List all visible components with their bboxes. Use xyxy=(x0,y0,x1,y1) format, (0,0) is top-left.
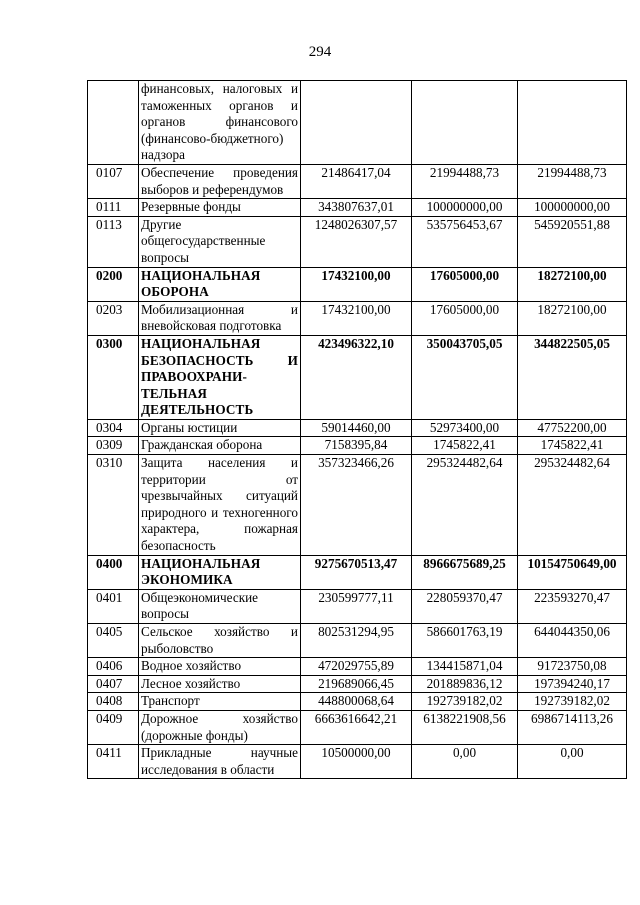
table-row xyxy=(88,164,627,198)
name-cell: Другие общегосударственные вопросы xyxy=(139,216,301,267)
name-cell: финансовых, налоговых и таможенных органов и органов финансового (финансово-бюджетного) надзора xyxy=(139,81,301,165)
value-cell-1: 802531294,95 xyxy=(301,624,412,658)
value-cell-1: 9275670513,47 xyxy=(301,555,412,589)
budget-table xyxy=(87,80,627,779)
name-cell: Обеспечение проведения выборов и референдумов xyxy=(139,164,301,198)
value-cell-3: 295324482,64 xyxy=(518,455,627,556)
value-cell-1: 1248026307,57 xyxy=(301,216,412,267)
name-cell: Защита населения и территории от чрезвычайных ситуаций природного и техногенного характера, пожарная безопасность xyxy=(139,455,301,556)
code-cell: 0113 xyxy=(88,216,139,267)
value-cell-3: 47752200,00 xyxy=(518,419,627,437)
value-cell-2: 100000000,00 xyxy=(412,199,518,217)
value-cell-1: 17432100,00 xyxy=(301,301,412,335)
value-cell-3: 10154750649,00 xyxy=(518,555,627,589)
value-cell-1: 357323466,26 xyxy=(301,455,412,556)
code-cell xyxy=(88,81,139,165)
table-row xyxy=(88,745,627,779)
section-row xyxy=(88,555,627,589)
value-cell-1: 21486417,04 xyxy=(301,164,412,198)
code-cell: 0111 xyxy=(88,199,139,217)
page-number: 294 xyxy=(308,44,332,60)
table-row xyxy=(88,81,627,165)
value-cell-3: 18272100,00 xyxy=(518,301,627,335)
code-cell: 0408 xyxy=(88,693,139,711)
value-cell-1 xyxy=(301,81,412,165)
name-cell: НАЦИОНАЛЬНАЯ ЭКОНОМИКА xyxy=(139,555,301,589)
code-cell: 0310 xyxy=(88,455,139,556)
value-cell-1: 17432100,00 xyxy=(301,267,412,301)
value-cell-3: 91723750,08 xyxy=(518,658,627,676)
value-cell-3: 545920551,88 xyxy=(518,216,627,267)
name-cell: Дорожное хозяйство (дорожные фонды) xyxy=(139,710,301,744)
code-cell: 0107 xyxy=(88,164,139,198)
budget-table-body xyxy=(88,81,627,779)
value-cell-3: 223593270,47 xyxy=(518,589,627,623)
name-cell: Гражданская оборона xyxy=(139,437,301,455)
name-cell: Сельское хозяйство и рыболовство xyxy=(139,624,301,658)
value-cell-1: 7158395,84 xyxy=(301,437,412,455)
name-cell: Органы юстиции xyxy=(139,419,301,437)
value-cell-1: 6663616642,21 xyxy=(301,710,412,744)
code-cell: 0300 xyxy=(88,335,139,419)
name-cell: Резервные фонды xyxy=(139,199,301,217)
code-cell: 0200 xyxy=(88,267,139,301)
value-cell-3: 0,00 xyxy=(518,745,627,779)
value-cell-2: 21994488,73 xyxy=(412,164,518,198)
name-cell: Лесное хозяйство xyxy=(139,675,301,693)
value-cell-3: 644044350,06 xyxy=(518,624,627,658)
table-row xyxy=(88,658,627,676)
value-cell-2: 535756453,67 xyxy=(412,216,518,267)
table-row xyxy=(88,216,627,267)
value-cell-3: 100000000,00 xyxy=(518,199,627,217)
value-cell-3: 197394240,17 xyxy=(518,675,627,693)
value-cell-2: 8966675689,25 xyxy=(412,555,518,589)
table-row xyxy=(88,199,627,217)
value-cell-1: 230599777,11 xyxy=(301,589,412,623)
section-row xyxy=(88,335,627,419)
name-cell: Общеэкономические вопросы xyxy=(139,589,301,623)
value-cell-2: 0,00 xyxy=(412,745,518,779)
table-row xyxy=(88,437,627,455)
table-row xyxy=(88,624,627,658)
code-cell: 0304 xyxy=(88,419,139,437)
value-cell-1: 448800068,64 xyxy=(301,693,412,711)
name-cell: НАЦИОНАЛЬНАЯ БЕЗОПАСНОСТЬ И ПРАВООХРАНИ-ТЕЛЬНАЯ ДЕЯТЕЛЬНОСТЬ xyxy=(139,335,301,419)
value-cell-1: 343807637,01 xyxy=(301,199,412,217)
code-cell: 0400 xyxy=(88,555,139,589)
name-cell: Мобилизационная и вневойсковая подготовка xyxy=(139,301,301,335)
value-cell-2: 1745822,41 xyxy=(412,437,518,455)
value-cell-2: 295324482,64 xyxy=(412,455,518,556)
value-cell-1: 423496322,10 xyxy=(301,335,412,419)
section-row xyxy=(88,267,627,301)
table-row xyxy=(88,693,627,711)
value-cell-3: 344822505,05 xyxy=(518,335,627,419)
code-cell: 0409 xyxy=(88,710,139,744)
table-row xyxy=(88,419,627,437)
value-cell-1: 472029755,89 xyxy=(301,658,412,676)
value-cell-2: 228059370,47 xyxy=(412,589,518,623)
code-cell: 0405 xyxy=(88,624,139,658)
value-cell-3 xyxy=(518,81,627,165)
value-cell-3: 1745822,41 xyxy=(518,437,627,455)
table-row xyxy=(88,675,627,693)
table-row xyxy=(88,301,627,335)
name-cell: Прикладные научные исследования в области xyxy=(139,745,301,779)
value-cell-2: 192739182,02 xyxy=(412,693,518,711)
name-cell: Транспорт xyxy=(139,693,301,711)
value-cell-1: 219689066,45 xyxy=(301,675,412,693)
value-cell-1: 10500000,00 xyxy=(301,745,412,779)
value-cell-2: 52973400,00 xyxy=(412,419,518,437)
code-cell: 0406 xyxy=(88,658,139,676)
value-cell-2: 201889836,12 xyxy=(412,675,518,693)
table-row xyxy=(88,710,627,744)
code-cell: 0309 xyxy=(88,437,139,455)
value-cell-2: 350043705,05 xyxy=(412,335,518,419)
value-cell-2: 134415871,04 xyxy=(412,658,518,676)
name-cell: Водное хозяйство xyxy=(139,658,301,676)
code-cell: 0401 xyxy=(88,589,139,623)
value-cell-2: 17605000,00 xyxy=(412,267,518,301)
code-cell: 0407 xyxy=(88,675,139,693)
value-cell-3: 6986714113,26 xyxy=(518,710,627,744)
value-cell-3: 18272100,00 xyxy=(518,267,627,301)
value-cell-2: 586601763,19 xyxy=(412,624,518,658)
code-cell: 0203 xyxy=(88,301,139,335)
value-cell-2: 17605000,00 xyxy=(412,301,518,335)
value-cell-3: 192739182,02 xyxy=(518,693,627,711)
name-cell: НАЦИОНАЛЬНАЯ ОБОРОНА xyxy=(139,267,301,301)
value-cell-2: 6138221908,56 xyxy=(412,710,518,744)
value-cell-3: 21994488,73 xyxy=(518,164,627,198)
table-row xyxy=(88,455,627,556)
code-cell: 0411 xyxy=(88,745,139,779)
value-cell-2 xyxy=(412,81,518,165)
value-cell-1: 59014460,00 xyxy=(301,419,412,437)
table-row xyxy=(88,589,627,623)
